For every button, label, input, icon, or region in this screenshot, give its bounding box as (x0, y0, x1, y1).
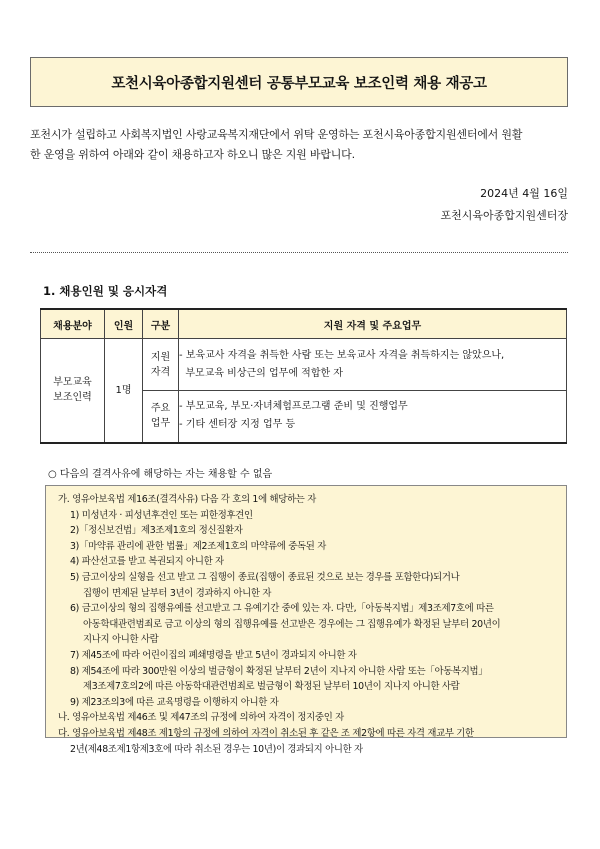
disqualification-line: 다. 영유아보육법 제48조 제1항의 규정에 의하여 자격이 취소된 후 같은 조 제2항에 따른 자격 재교부 기한 (58, 727, 474, 739)
intro-line: 포천시가 설립하고 사회복지법인 사랑교육복지재단에서 위탁 운영하는 포천시육아종합지원센터에서 원활 (30, 128, 523, 141)
dotted-divider (30, 252, 568, 253)
disqualification-line: 가. 영유아보육법 제16조(결격사유) 다음 각 호의 1에 해당하는 자 (58, 494, 316, 505)
description-cell (179, 391, 567, 443)
disqualification-line: 7) 제45조에 따라 어린이집의 폐쇄명령을 받고 5년이 경과되지 아니한 자 (70, 649, 357, 661)
table-header: 인원 (105, 309, 143, 339)
description-line: 부모교육 비상근의 업무에 적합한 자 (179, 367, 343, 379)
disqualification-line: 4) 파산선고를 받고 복권되지 아니한 자 (70, 556, 224, 568)
table-row (41, 339, 567, 391)
field-cell (41, 339, 105, 443)
table-header: 채용분야 (41, 309, 105, 339)
table-header: 지원 자격 및 주요업무 (179, 309, 567, 339)
disqualification-line: 아동학대관련범죄로 금고 이상의 형의 집행유예를 선고받은 경우에는 그 집행유예가 확정된 날부터 20년이 (83, 618, 501, 630)
disqualification-line: 2년(제48조제1항제3호에 따라 취소된 경우는 10년)이 경과되지 아니한 자 (70, 743, 363, 755)
category-cell (143, 339, 179, 391)
description-line: - 기타 센터장 지정 업무 등 (179, 419, 296, 431)
disqualification-line: 2)「정신보건법」제3조제1호의 정신질환자 (70, 525, 243, 537)
notice-date: 2024년 4월 16일 (480, 187, 568, 200)
disqualification-line: 5) 금고이상의 실형을 선고 받고 그 집행이 종료(집행이 종료된 것으로 보는 경우를 포함한다)되거나 (70, 571, 460, 583)
field-line: 보조인력 (53, 392, 92, 404)
intro-paragraph (30, 125, 570, 165)
field-line: 부모교육 (53, 377, 92, 389)
description-line: - 보육교사 자격을 취득한 사람 또는 보육교사 자격을 취득하지는 않았으나, (179, 349, 505, 361)
category-cell (143, 391, 179, 443)
table-header: 구분 (143, 309, 179, 339)
category-line: 업무 (150, 418, 171, 430)
disqualification-line: 9) 제23조의3에 따른 교육명령을 이행하지 아니한 자 (70, 696, 279, 708)
category-line: 지원 (150, 351, 171, 363)
count-cell: 1명 (105, 339, 143, 443)
notice-signature: 포천시육아종합지원센터장 (440, 209, 568, 222)
description-cell (179, 339, 567, 391)
section-title: 1. 채용인원 및 응시자격 (43, 284, 168, 298)
disqualification-line: 집행이 면제된 날부터 3년이 경과하지 아니한 자 (83, 587, 272, 599)
disqualification-line: 8) 제54조에 따라 300만원 이상의 벌금형이 확정된 날부터 2년이 지나지 아니한 사람 또는「아동복지법」 (70, 665, 488, 677)
disqualification-line: 6) 금고이상의 형의 집행유예를 선고받고 그 유예기간 중에 있는 자. 다만,「아동복지법」제3조제7호에 따른 (70, 603, 494, 615)
disqualification-box (45, 485, 567, 755)
category-line: 주요 (150, 403, 171, 415)
recruitment-table (40, 308, 567, 444)
disqualification-line: 지나지 아니한 사람 (83, 634, 159, 646)
disqualification-line: 3)「마약류 관리에 관한 법률」제2조제1호의 마약류에 중독된 자 (70, 540, 326, 552)
table-header-row (41, 309, 567, 339)
intro-line: 한 운영을 위하여 아래와 같이 채용하고자 하오니 많은 지원 바랍니다. (30, 148, 355, 161)
condition-heading: ○ 다음의 결격사유에 해당하는 자는 채용할 수 없음 (48, 469, 273, 480)
disqualification-line: 제3조제7호의2에 따른 아동학대관련범죄로 벌금형이 확정된 날부터 10년이 지나지 아니한 사람 (83, 681, 460, 693)
notice-title: 포천시육아종합지원센터 공통부모교육 보조인력 채용 재공고 (30, 57, 568, 107)
description-line: - 부모교육, 부모·자녀체험프로그램 준비 및 진행업무 (179, 401, 408, 413)
disqualification-line: 나. 영유아보육법 제46조 및 제47조의 규정에 의하여 자격이 정지중인 자 (58, 712, 344, 724)
disqualification-line: 1) 미성년자 · 피성년후견인 또는 피한정후견인 (70, 509, 253, 521)
category-line: 자격 (150, 366, 171, 378)
